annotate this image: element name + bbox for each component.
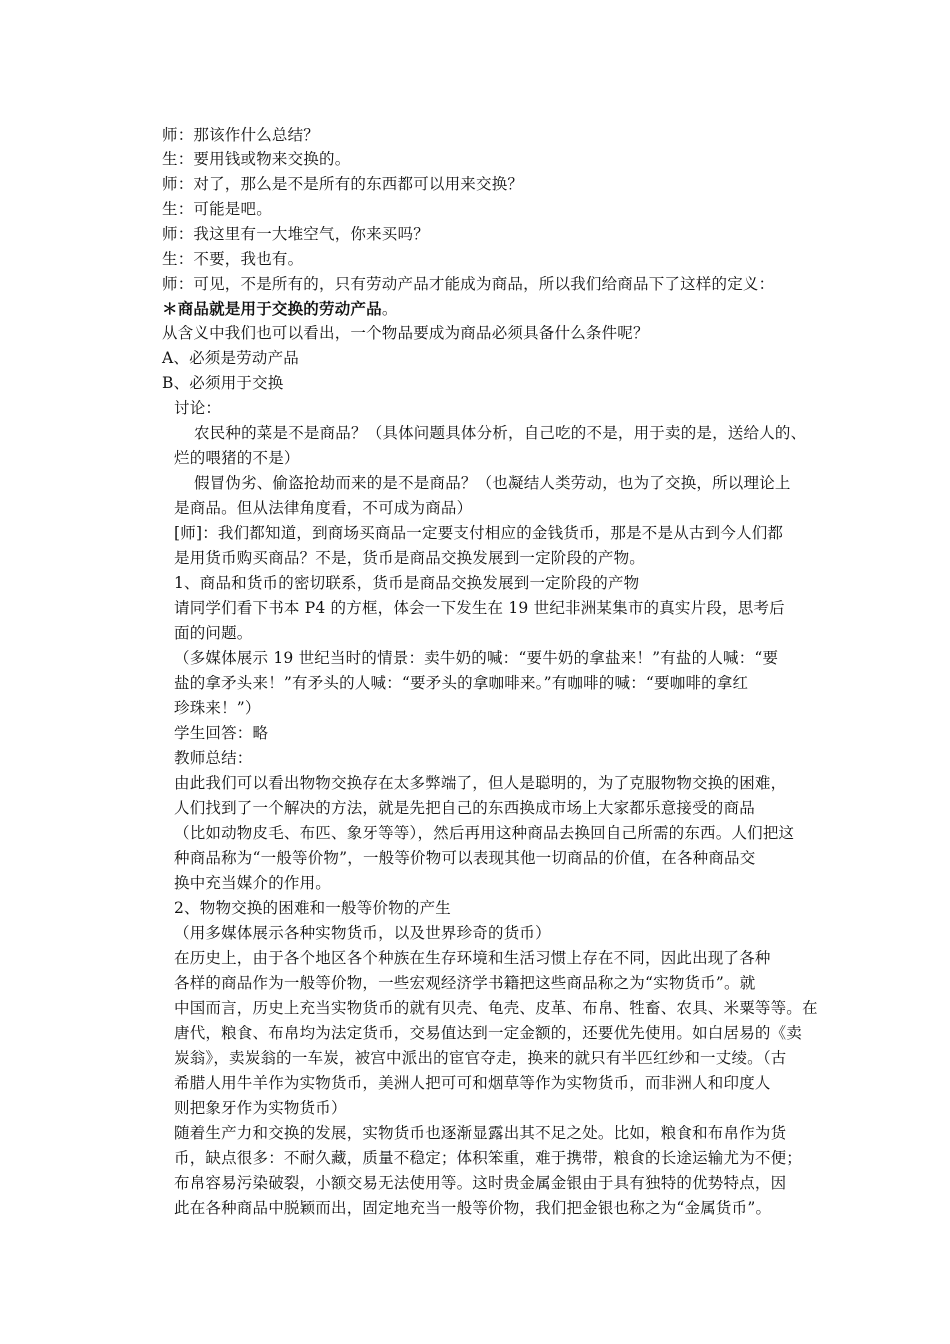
definition-bold: ＊商品就是用于交换的劳动产品	[162, 299, 382, 318]
dialogue-line: 生：要用钱或物来交换的。	[162, 150, 351, 168]
history-line: 在历史上，由于各个地区各个种族在生存环境和生活习惯上存在不同，因此出现了各种	[174, 949, 771, 967]
teacher-summary-line: （比如动物皮毛、布匹、象牙等等），然后再用这种商品去换回自己所需的东西。人们把这	[174, 824, 795, 842]
definition-end: 。	[381, 300, 398, 318]
section-2-title: 2、物物交换的困难和一般等价物的产生	[174, 899, 451, 917]
section-1-line: 面的问题。	[174, 624, 253, 642]
multimedia-1-line: （多媒体展示 19 世纪当时的情景：卖牛奶的喊：“要牛奶的拿盐来！”有盐的人喊：“要	[174, 649, 779, 667]
dialogue-line: 师：我这里有一大堆空气，你来买吗？	[162, 225, 429, 243]
student-answer: 学生回答：略	[174, 724, 269, 742]
dialogue-line: 师：那该作什么总结？	[162, 126, 320, 144]
teacher-summary-line: 人们找到了一个解决的方法，就是先把自己的东西换成市场上大家都乐意接受的商品	[174, 799, 755, 817]
dialogue-line: 师：可见，不是所有的，只有劳动产品才能成为商品，所以我们给商品下了这样的定义：	[162, 275, 775, 293]
teacher-intro-line: 是用货币购买商品？不是，货币是商品交换发展到一定阶段的产物。	[174, 549, 646, 567]
definition	[162, 298, 398, 320]
history-line: 希腊人用牛羊作为实物货币，美洲人把可可和烟草等作为实物货币，而非洲人和印度人	[174, 1074, 771, 1092]
teacher-intro-line: [师]：我们都知道，到商场买商品一定要支付相应的金钱货币，那是不是从古到今人们都	[174, 524, 784, 542]
dialogue-line: 师：对了，那么是不是所有的东西都可以用来交换？	[162, 175, 524, 193]
dialogue-line: 生：可能是吧。	[162, 200, 272, 218]
multimedia-2: （用多媒体展示各种实物货币，以及世界珍奇的货币）	[174, 924, 551, 942]
history-line: 则把象牙作为实物货币）	[174, 1099, 347, 1117]
discussion-1-line: 烂的喂猪的不是）	[174, 449, 300, 467]
discussion-1-line: 农民种的菜是不是商品？（具体问题具体分析，自己吃的不是，用于卖的是，送给人的、	[194, 424, 807, 442]
discussion-2-line: 假冒伪劣、偷盗抢劫而来的是不是商品？（也凝结人类劳动，也为了交换，所以理论上	[194, 474, 791, 492]
condition-b: B、必须用于交换	[162, 374, 284, 392]
teacher-summary-label: 教师总结：	[174, 749, 253, 767]
history-line: 中国而言，历史上充当实物货币的就有贝壳、龟壳、皮革、布帛、牲畜、农具、米粟等等。在	[174, 999, 818, 1017]
discussion-label: 讨论：	[174, 399, 222, 417]
condition-a: A、必须是劳动产品	[162, 349, 299, 367]
history-line: 炭翁》，卖炭翁的一车炭，被宫中派出的宦官夺走，换来的就只有半匹红纱和一丈绫。（古	[174, 1049, 787, 1067]
multimedia-1-line: 珍珠来！”）	[174, 699, 261, 717]
discussion-2-line: 是商品。但从法律角度看，不可成为商品）	[174, 499, 473, 517]
teacher-summary-line: 种商品称为“一般等价物”，一般等价物可以表现其他一切商品的价值，在各种商品交	[174, 849, 756, 867]
teacher-summary-line: 由此我们可以看出物物交换存在太多弊端了，但人是聪明的，为了克服物物交换的困难，	[174, 774, 787, 792]
multimedia-1-line: 盐的拿矛头来！”有矛头的人喊：“要矛头的拿咖啡来。”有咖啡的喊：“要咖啡的拿红	[174, 674, 749, 692]
dialogue-line: 生：不要，我也有。	[162, 250, 304, 268]
history-line: 唐代，粮食、布帛均为法定货币，交易值达到一定金额的，还要优先使用。如白居易的《卖	[174, 1024, 803, 1042]
development-line: 随着生产力和交换的发展，实物货币也逐渐显露出其不足之处。比如，粮食和布帛作为货	[174, 1124, 787, 1142]
section-1-title: 1、商品和货币的密切联系，货币是商品交换发展到一定阶段的产物	[174, 574, 640, 592]
teacher-summary-line: 换中充当媒介的作用。	[174, 874, 332, 892]
question: 从含义中我们也可以看出，一个物品要成为商品必须具备什么条件呢？	[162, 324, 649, 342]
development-line: 布帛容易污染破裂，小额交易无法使用等。这时贵金属金银由于具有独特的优势特点，因	[174, 1174, 787, 1192]
history-line: 各样的商品作为一般等价物，一些宏观经济学书籍把这些商品称之为“实物货币”。就	[174, 974, 756, 992]
section-1-line: 请同学们看下书本 P4 的方框，体会一下发生在 19 世纪非洲某集市的真实片段，思考后	[174, 599, 785, 617]
development-line: 币，缺点很多：不耐久藏，质量不稳定；体积笨重，难于携带，粮食的长途运输尤为不便；	[174, 1149, 803, 1167]
development-line: 此在各种商品中脱颖而出，固定地充当一般等价物，我们把金银也称之为“金属货币”。	[174, 1199, 772, 1217]
